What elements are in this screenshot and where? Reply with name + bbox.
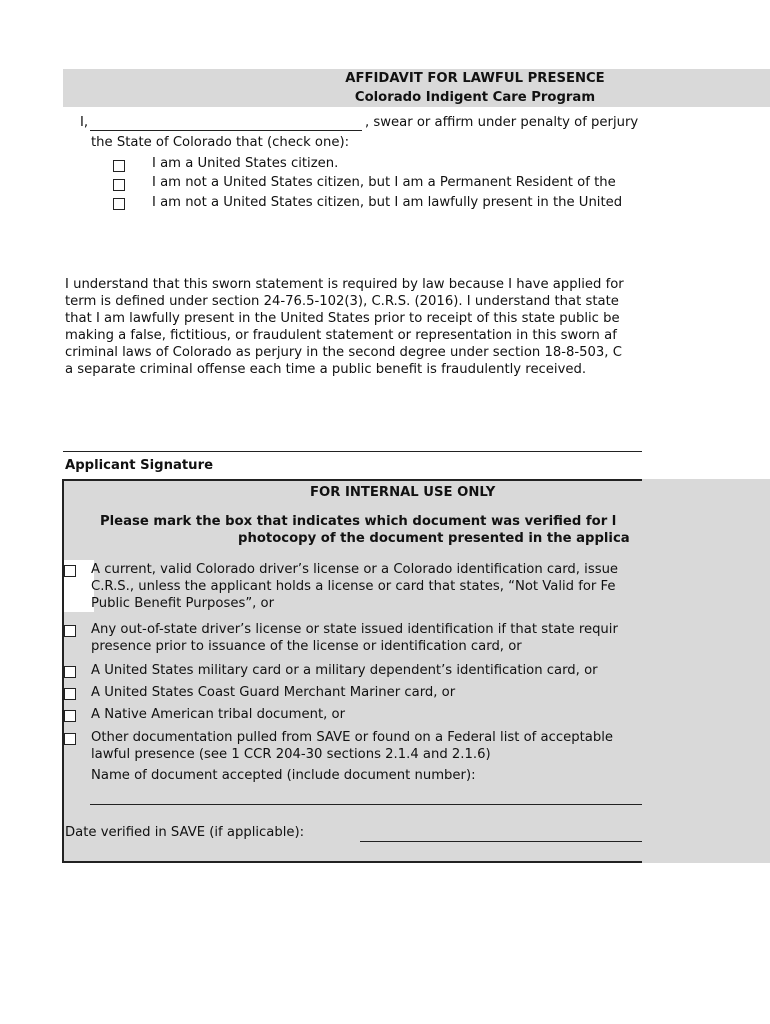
document-line: A Native American tribal document, or (91, 707, 346, 722)
document-item (91, 707, 642, 724)
statement-line: criminal laws of Colorado as perjury in the second degree under section 18-8-503, C (65, 344, 622, 360)
document-item (91, 685, 642, 702)
lawfully-present-checkbox[interactable] (113, 198, 125, 210)
document-line: presence prior to issuance of the license or identification card, or (91, 638, 522, 654)
form-subtitle: Colorado Indigent Care Program (354, 90, 596, 105)
applicant-name-line[interactable] (90, 130, 362, 131)
document-name-line[interactable] (90, 804, 642, 805)
statement-line: a separate criminal offense each time a public benefit is fraudulently received. (65, 361, 587, 377)
document-line: C.R.S., unless the applicant holds a license or card that states, “Not Valid for Fe (91, 578, 616, 594)
oath-line1-suffix: , swear or affirm under penalty of perjury (365, 115, 639, 130)
document-item (91, 663, 642, 680)
date-verified-label: Date verified in SAVE (if applicable): (65, 825, 305, 840)
drivers-license-checkbox[interactable] (64, 565, 76, 577)
oath-prefix: I, (80, 115, 89, 130)
statement-line: I understand that this sworn statement is required by law because I have applied for (65, 277, 624, 292)
document-line: A United States military card or a military dependent’s identification card, or (91, 663, 598, 678)
signature-label: Applicant Signature (65, 458, 214, 473)
instruction-line1: Please mark the box that indicates which document was verified for l (100, 514, 617, 529)
out-of-state-id-checkbox[interactable] (64, 625, 76, 637)
instruction-line2: photocopy of the document presented in the applica (238, 531, 630, 546)
military-card-checkbox[interactable] (64, 666, 76, 678)
document-item (91, 562, 642, 613)
document-name-label: Name of document accepted (include document number): (91, 768, 476, 783)
document-line: A current, valid Colorado driver’s license or a Colorado identification card, issue (91, 562, 619, 577)
statement-line: term is defined under section 24-76.5-102(3), C.R.S. (2016). I understand that state (65, 293, 619, 309)
permanent-resident-checkbox[interactable] (113, 179, 125, 191)
statement-line: making a false, fictitious, or fraudulent statement or representation in this sworn af (65, 327, 617, 343)
document-line: Other documentation pulled from SAVE or found on a Federal list of acceptable (91, 730, 613, 745)
statement-line: that I am lawfully present in the United States prior to receipt of this state public be (65, 310, 620, 326)
date-verified-line[interactable] (360, 841, 642, 842)
lawfully-present-option: I am not a United States citizen, but I am lawfully present in the United (152, 195, 623, 210)
permanent-resident-option: I am not a United States citizen, but I am a Permanent Resident of the (152, 175, 616, 190)
form-title: AFFIDAVIT FOR LAWFUL PRESENCE (345, 71, 605, 86)
save-documentation-checkbox[interactable] (64, 733, 76, 745)
document-item (91, 730, 642, 764)
document-line: lawful presence (see 1 CCR 204-30 sections 2.1.4 and 2.1.6) (91, 746, 491, 762)
document-line: Public Benefit Purposes”, or (91, 595, 275, 611)
signature-line[interactable] (63, 451, 642, 452)
document-item (91, 622, 642, 656)
document-line: A United States Coast Guard Merchant Mariner card, or (91, 685, 456, 700)
statement-paragraph (65, 277, 642, 378)
citizen-checkbox[interactable] (113, 160, 125, 172)
internal-title: FOR INTERNAL USE ONLY (310, 485, 496, 500)
tribal-document-checkbox[interactable] (64, 710, 76, 722)
coast-guard-card-checkbox[interactable] (64, 688, 76, 700)
document-line: Any out-of-state driver’s license or state issued identification if that state requir (91, 622, 618, 637)
oath-line2: the State of Colorado that (check one): (91, 135, 350, 150)
citizen-option: I am a United States citizen. (152, 156, 339, 171)
